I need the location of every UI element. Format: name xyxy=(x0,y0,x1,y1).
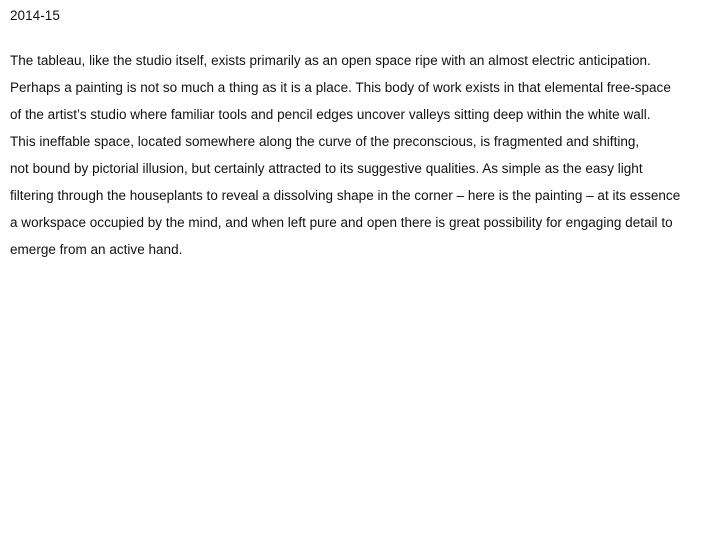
document-body xyxy=(10,47,710,263)
body-line-6: filtering through the houseplants to reveal a dissolving shape in the corner – here is the painting – at its essence xyxy=(10,188,681,203)
body-line-3: of the artist’s studio where familiar tools and pencil edges uncover valleys sitting deep within the white wall. xyxy=(10,107,651,122)
body-line-4: This ineffable space, located somewhere along the curve of the preconscious, is fragmented and shifting, xyxy=(10,134,640,149)
body-line-1: The tableau, like the studio itself, exists primarily as an open space ripe with an almost electric anticipation. xyxy=(10,53,651,68)
body-line-8: emerge from an active hand. xyxy=(10,242,183,257)
body-line-2: Perhaps a painting is not so much a thing as it is a place. This body of work exists in that elemental free-space xyxy=(10,80,671,95)
body-line-5: not bound by pictorial illusion, but certainly attracted to its suggestive qualities. As simple as the easy light xyxy=(10,161,643,176)
body-line-7: a workspace occupied by the mind, and when left pure and open there is great possibility for engaging detail to xyxy=(10,215,673,230)
document-page xyxy=(10,6,710,263)
document-year: 2014-15 xyxy=(10,8,60,23)
